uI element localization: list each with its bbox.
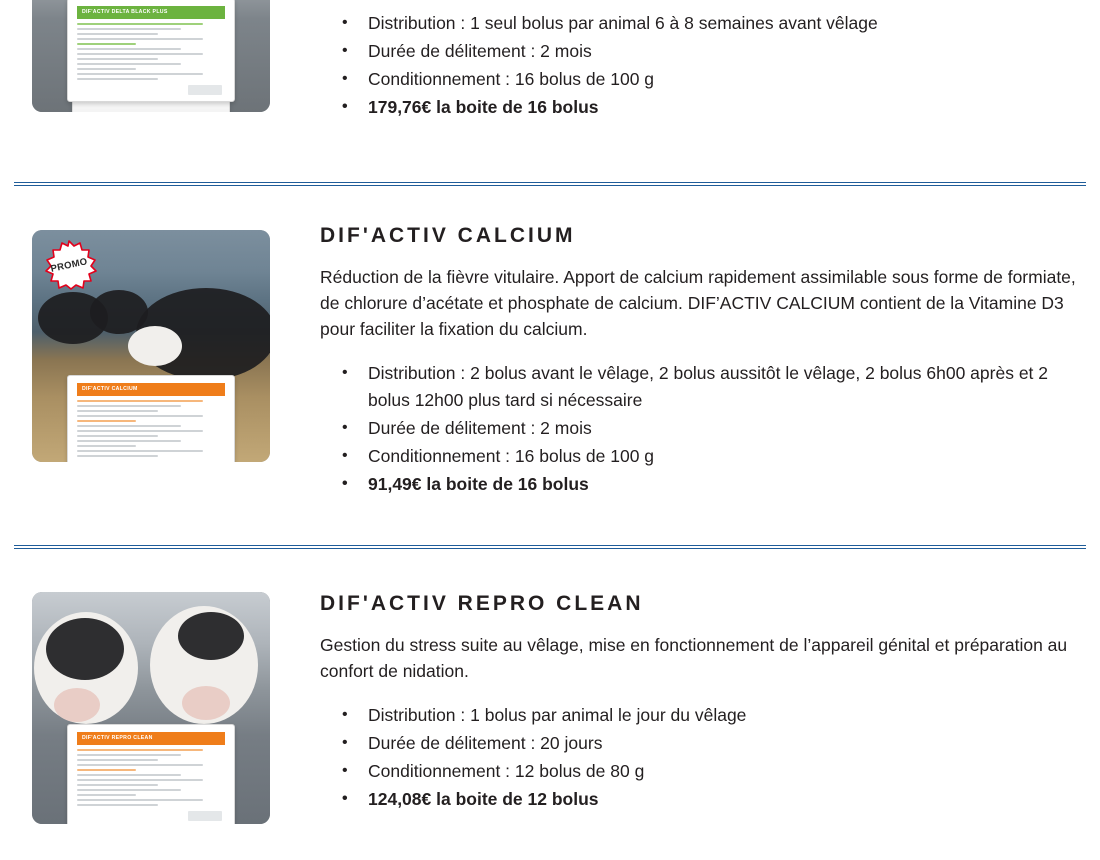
section-divider — [14, 182, 1086, 186]
promo-badge — [40, 240, 98, 290]
product-description: Gestion du stress suite au vêlage, mise en fonctionnement de l’appareil génital et préparation au confort de nidation. — [320, 635, 1068, 681]
box-label-lines — [77, 23, 225, 87]
section-divider — [14, 545, 1086, 549]
list-item: • Distribution : 1 seul bolus par animal 6 à 8 semaines avant vêlage — [320, 10, 1080, 37]
box-front-face — [72, 102, 230, 112]
product-photo — [32, 0, 270, 112]
product-media — [32, 230, 270, 462]
page-title: DIF'ACTIV CALCIUM — [320, 224, 576, 247]
product-price: • 179,76€ la boite de 16 bolus — [320, 94, 1080, 121]
product-box — [67, 0, 235, 112]
list-item: • Conditionnement : 12 bolus de 80 g — [320, 758, 1080, 785]
box-label: DIF'ACTIV REPRO CLEAN — [77, 732, 225, 745]
box-logo — [188, 811, 222, 821]
cow-marking — [46, 618, 124, 680]
product-media — [32, 0, 270, 112]
product-bullets — [320, 10, 1080, 121]
product-photo — [32, 592, 270, 824]
box-label: DIF'ACTIV CALCIUM — [77, 383, 225, 396]
box-label-lines — [77, 749, 225, 813]
list-item: • Durée de délitement : 2 mois — [320, 38, 1080, 65]
product-content — [320, 10, 1080, 122]
box-lid — [67, 724, 235, 824]
box-logo — [188, 85, 222, 95]
product-price: • 124,08€ la boite de 12 bolus — [320, 786, 1080, 813]
cow-marking — [128, 326, 182, 366]
list-item: • Distribution : 1 bolus par animal le jour du vêlage — [320, 702, 1080, 729]
box-label-lines — [77, 400, 225, 462]
list-item: • Conditionnement : 16 bolus de 100 g — [320, 66, 1080, 93]
product-media — [32, 592, 270, 824]
product-bullets — [320, 702, 1080, 813]
cow-marking — [178, 612, 244, 660]
list-item: • Conditionnement : 16 bolus de 100 g — [320, 443, 1080, 470]
cow-muzzle — [54, 688, 100, 722]
cow-muzzle — [182, 686, 230, 720]
product-content — [320, 592, 1080, 814]
list-item: • Distribution : 2 bolus avant le vêlage, 2 bolus aussitôt le vêlage, 2 bolus 6h00 après et 2 bolus 12h00 plus tard si nécessaire — [320, 360, 1080, 414]
product-content — [320, 224, 1080, 499]
list-item: • Durée de délitement : 20 jours — [320, 730, 1080, 757]
box-label: DIF'ACTIV DELTA BLACK PLUS — [77, 6, 225, 19]
promo-badge-label: PROMO — [49, 255, 89, 275]
product-box — [67, 375, 235, 462]
page-title: DIF'ACTIV REPRO CLEAN — [320, 592, 644, 615]
product-description: Réduction de la fièvre vitulaire. Apport de calcium rapidement assimilable sous forme de formiate, de chlorure d’acétate et phosphate de calcium. DIF’ACTIV CALCIUM contient de la Vitamine D3 pour faciliter la fixation du calcium. — [320, 267, 1076, 339]
product-box — [67, 724, 235, 824]
cow-silhouette — [90, 290, 148, 334]
box-lid — [67, 0, 235, 102]
product-price: • 91,49€ la boite de 16 bolus — [320, 471, 1080, 498]
list-item: • Durée de délitement : 2 mois — [320, 415, 1080, 442]
product-bullets — [320, 360, 1080, 498]
box-lid — [67, 375, 235, 462]
